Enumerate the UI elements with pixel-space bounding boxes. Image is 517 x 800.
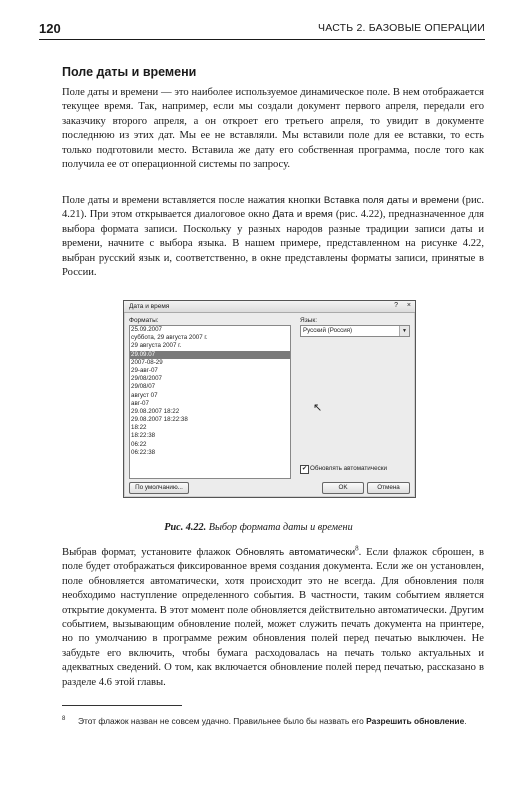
format-list-item[interactable]: 29 августа 2007 г.	[131, 342, 182, 350]
date-time-dialog	[123, 300, 416, 498]
ui-term-auto-update: Обновлять автоматически	[235, 547, 356, 558]
figure-caption	[0, 522, 517, 533]
format-list-item[interactable]: 25.09.2007	[131, 326, 162, 333]
footnote-text-part: Этот флажок назван не совсем удачно. Правильнее было бы назвать его	[78, 716, 367, 726]
footnote-text-part: .	[464, 716, 467, 726]
format-list-item[interactable]: 29.08.2007 18:22:38	[131, 416, 188, 424]
footnote-text	[78, 715, 484, 727]
language-value: Русский (Россия)	[303, 327, 353, 334]
paragraph-text: Поле даты и времени вставляется после нажатия кнопки	[62, 195, 324, 206]
paragraph-text: Выбрав формат, установите флажок	[62, 547, 236, 558]
footnote	[62, 715, 484, 727]
footnote-term: Разрешить обновление	[366, 716, 465, 726]
dialog-titlebar	[124, 301, 415, 313]
cancel-button[interactable]: Отмена	[367, 482, 410, 494]
close-icon[interactable]: ×	[406, 302, 411, 309]
language-select[interactable]	[300, 325, 410, 337]
footnote-ref: 8	[355, 544, 359, 553]
mouse-cursor-icon: ↖	[313, 402, 323, 414]
help-icon[interactable]: ?	[394, 302, 398, 309]
format-list-item[interactable]: 18:22	[131, 424, 147, 432]
ui-term-dialog-name: Дата и время	[272, 209, 333, 221]
footnote-mark: 8	[62, 716, 66, 722]
paragraph-text: . Если флажок сброшен, в поле будет отображаться фиксированное время создания документа. Если же он установлен, поле обновляется автоматически, хотя происходит это не всегда. Для обновления поля необходимо наступление определенного события. В частности, таким событием является открытие документа. В этот момент поле обновляется действительно автоматически. Другим событием, вызывающим обновление полей, может служить печать документа на принтере, но по умолчанию в программе режим обновления полей перед печатью выключен. Не забудьте его включить, чтобы бумага расходовалась на печать только актуальных и адекватных сведений. О том, как включается обновление полей перед печатью, рассказано в разделе 4.6 этой главы.	[62, 547, 484, 688]
format-list-item[interactable]: 29/08/07	[131, 383, 156, 391]
format-list-item[interactable]: 18:22:38	[131, 432, 156, 440]
ui-term-insert-button: Вставка поля даты и времени	[323, 195, 460, 206]
format-list-item[interactable]: 29/08/2007	[131, 375, 162, 383]
format-list-item[interactable]: 2007-08-29	[131, 358, 163, 366]
format-list-item[interactable]: 29.09.07	[130, 351, 290, 359]
format-list-item[interactable]: 29-авг-07	[131, 366, 158, 374]
language-label: Язык:	[300, 317, 317, 324]
format-list-item[interactable]: авг-07	[131, 399, 149, 407]
format-list-item[interactable]: 06:22:38	[131, 448, 156, 456]
auto-update-label: Обновлять автоматически	[310, 465, 388, 472]
formats-list[interactable]	[129, 325, 291, 479]
figure-caption-text: Выбор формата даты и времени	[206, 522, 353, 533]
paragraph-insert-field	[62, 194, 484, 280]
formats-label: Форматы:	[129, 317, 159, 324]
page-header	[39, 21, 485, 40]
footnote-divider	[62, 705, 182, 706]
dialog-title: Дата и время	[129, 303, 170, 310]
paragraph-text: (рис. 4.22), предназначенное для выбора формата записи. Поскольку у разных народов разные традиции записи даты и времени, начните с выбора языка. В нашем примере, представленном на рисунке 4.22, выбран русский язык и, соответственно, в окне представлены форматы записи, принятые в России.	[62, 209, 485, 279]
ok-button[interactable]: OK	[322, 482, 364, 494]
page-number: 120	[39, 21, 61, 36]
format-list-item[interactable]: суббота, 29 августа 2007 г.	[131, 334, 208, 342]
format-list-item[interactable]: август 07	[131, 391, 158, 399]
paragraph-auto-update	[62, 546, 484, 690]
figure-label: Рис. 4.22.	[164, 522, 207, 533]
format-list-item[interactable]: 06:22	[131, 440, 147, 448]
chevron-down-icon[interactable]: ▼	[399, 326, 409, 336]
default-button[interactable]: По умолчанию...	[129, 482, 189, 494]
format-list-item[interactable]: 29.08.2007 18:22	[131, 407, 180, 415]
paragraph-intro: Поле даты и времени — это наиболее используемое динамическое поле. В нем отображается текущее время. Так, например, если мы создали документ первого апреля, передали его заказчику второго апреля, а он откроет его третьего апреля, то увидит в документе последнюю из этих дат. Мы ее не вставляли. Мы вставили поле для ее вставки, то есть только подготовили место. Вставила же дату его собственная программа, после того как получила ее от операционной системы по запросу.	[62, 87, 484, 171]
auto-update-checkbox[interactable]: ✔	[301, 466, 308, 472]
paragraph-text: (рис. 4.21). При этом открывается диалоговое окно	[62, 195, 485, 221]
section-title: Поле даты и времени	[62, 65, 197, 79]
running-header: ЧАСТЬ 2. БАЗОВЫЕ ОПЕРАЦИИ	[318, 22, 485, 34]
